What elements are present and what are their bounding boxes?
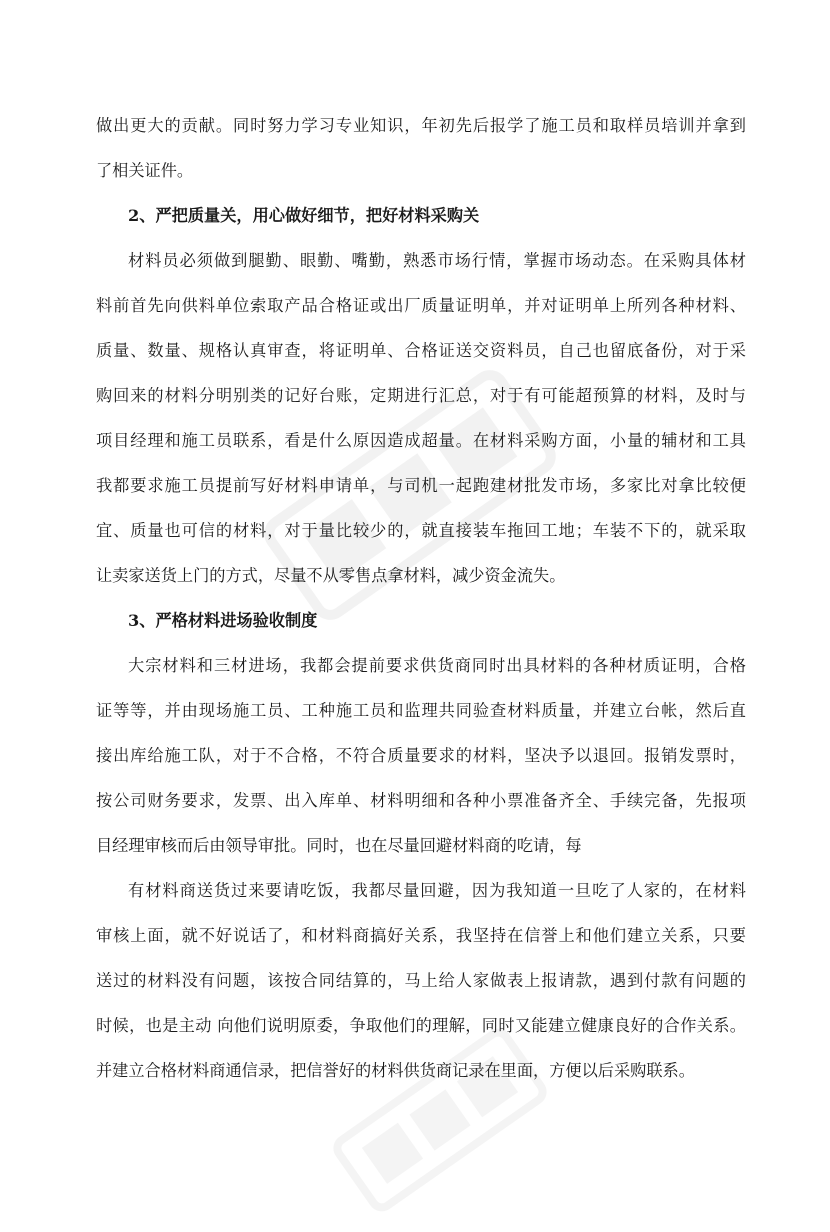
paragraph-line: 接出库给施工队，对于不合格，不符合质量要求的材料，坚决予以退回。报销发票时， xyxy=(96,746,746,765)
paragraph-line: 审核上面，就不好说话了，和材料商搞好关系，我坚持在信誉上和他们建立关系，只要 xyxy=(96,926,746,945)
paragraph-line: 材料员必须做到腿勤、眼勤、嘴勤，熟悉市场行情，掌握市场动态。在采购具体材 xyxy=(128,251,746,270)
paragraph-line: 做出更大的贡献。同时努力学习专业知识，年初先后报学了施工员和取样员培训并拿到 xyxy=(96,116,746,135)
paragraph-line: 证等等，并由现场施工员、工种施工员和监理共同验查材料质量，并建立台帐，然后直 xyxy=(96,701,746,720)
paragraph-line: 项目经理和施工员联系，看是什么原因造成超量。在材料采购方面，小量的辅材和工具 xyxy=(96,431,746,450)
paragraph-line: 料前首先向供料单位索取产品合格证或出厂质量证明单，并对证明单上所列各种材料、 xyxy=(96,296,746,315)
paragraph-line: 送过的材料没有问题，该按合同结算的，马上给人家做表上报请款，遇到付款有问题的 xyxy=(96,971,746,990)
paragraph-line: 目经理审核而后由领导审批。同时，也在尽量回避材料商的吃请，每 xyxy=(96,836,582,855)
paragraph-line: 质量、数量、规格认真审查，将证明单、合格证送交资料员，自己也留底备份，对于采 xyxy=(96,341,746,360)
paragraph-line: 有材料商送货过来要请吃饭，我都尽量回避，因为我知道一旦吃了人家的，在材料 xyxy=(128,881,746,900)
watermark-logo-icon xyxy=(315,1008,564,1232)
paragraph-line: 大宗材料和三材进场，我都会提前要求供货商同时出具材料的各种材质证明，合格 xyxy=(128,656,746,675)
paragraph-line: 我都要求施工员提前写好材料申请单，与司机一起跑建材批发市场，多家比对拿比较便 xyxy=(96,476,746,495)
paragraph-line: 并建立合格材料商通信录，把信誉好的材料供货商记录在里面，方便以后采购联系。 xyxy=(96,1061,695,1080)
paragraph-line: 时候，也是主动 向他们说明原委，争取他们的理解，同时又能建立健康良好的合作关系。 xyxy=(96,1016,746,1035)
section-heading: 2、严把质量关，用心做好细节，把好材料采购关 xyxy=(128,206,480,225)
paragraph-line: 按公司财务要求，发票、出入库单、材料明细和各种小票准备齐全、手续完备，先报项 xyxy=(96,791,746,810)
paragraph-line: 了相关证件。 xyxy=(96,161,194,180)
section-heading: 3、严格材料进场验收制度 xyxy=(128,611,318,630)
paragraph-line: 宜、质量也可信的材料，对于量比较少的，就直接装车拖回工地；车装不下的，就采取 xyxy=(96,521,746,540)
paragraph-line: 让卖家送货上门的方式，尽量不从零售点拿材料，减少资金流失。 xyxy=(96,566,566,585)
paragraph-line: 购回来的材料分明别类的记好台账，定期进行汇总，对于有可能超预算的材料，及时与 xyxy=(96,386,746,405)
